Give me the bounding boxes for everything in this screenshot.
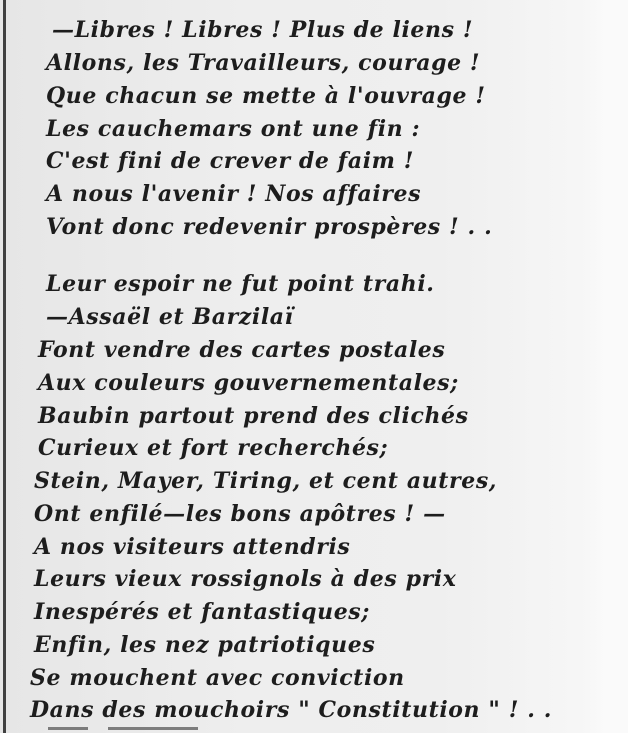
poem-line: Les cauchemars ont une fin : (46, 116, 421, 142)
partial-bottom-line (48, 727, 248, 733)
poem-line: A nous l'avenir ! Nos affaires (46, 181, 422, 207)
partial-top-line (52, 0, 472, 4)
poem-line: Ont enfilé—les bons apôtres ! — (34, 501, 446, 527)
poem-line: C'est fini de crever de faim ! (46, 148, 415, 174)
page-edge (588, 0, 628, 733)
poem-line: Leurs vieux rossignols à des prix (34, 566, 457, 592)
poem-line: Se mouchent avec conviction (30, 665, 405, 691)
poem-line: Stein, Mayer, Tiring, et cent autres, (34, 468, 498, 494)
poem-line: A nos visiteurs attendris (34, 534, 351, 560)
poem-line: Baubin partout prend des clichés (38, 403, 469, 429)
poem-line: Leur espoir ne fut point trahi. (46, 271, 435, 297)
poem-line: Allons, les Travailleurs, courage ! (46, 50, 481, 76)
poem-line: Dans des mouchoirs " Constitution " ! . . (30, 697, 553, 723)
poem-line: —Libres ! Libres ! Plus de liens ! (52, 17, 474, 43)
poem-line: Enfin, les nez patriotiques (34, 632, 376, 658)
column-rule (3, 0, 6, 733)
poem-line: Aux couleurs gouvernementales; (38, 370, 459, 396)
poem-line: Que chacun se mette à l'ouvrage ! (46, 83, 486, 109)
poem-line: —Assaël et Barzilaï (46, 304, 294, 330)
poem-line: Font vendre des cartes postales (38, 337, 446, 363)
poem-line: Vont donc redevenir prospères ! . . (46, 214, 493, 240)
poem-line: Inespérés et fantastiques; (34, 599, 371, 625)
poem-line: Curieux et fort recherchés; (38, 435, 389, 461)
